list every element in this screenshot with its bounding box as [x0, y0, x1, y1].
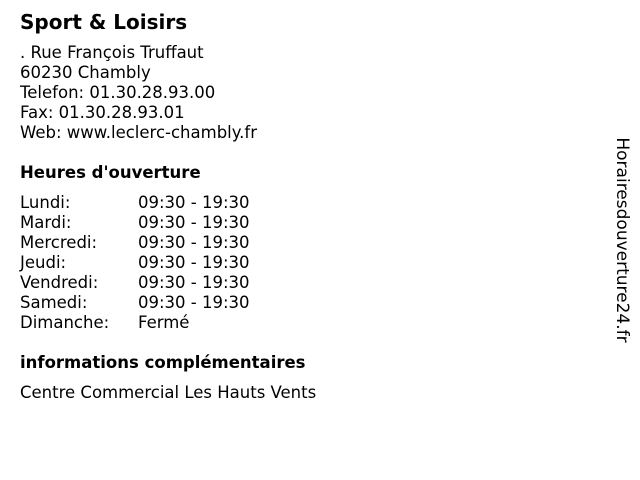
opening-hours-table	[20, 193, 600, 333]
address-street: . Rue François Truffaut	[20, 43, 204, 62]
store-name: Sport & Loisirs	[20, 10, 188, 34]
hours-row-lundi	[20, 193, 600, 213]
hours-day: Mercredi:	[20, 233, 98, 252]
hours-row-mardi	[20, 213, 600, 233]
hours-row-jeudi	[20, 253, 600, 273]
info-heading: informations complémentaires	[20, 353, 306, 372]
hours-time: 09:30 - 19:30	[138, 293, 250, 312]
hours-time: 09:30 - 19:30	[138, 273, 250, 292]
info-text: Centre Commercial Les Hauts Vents	[20, 383, 317, 402]
hours-time: 09:30 - 19:30	[138, 213, 250, 232]
hours-row-mercredi	[20, 233, 600, 253]
hours-day: Vendredi:	[20, 273, 99, 292]
website: Web: www.leclerc-chambly.fr	[20, 123, 258, 142]
hours-row-dimanche	[20, 313, 600, 333]
site-watermark: Horairesdouverture24.fr	[612, 137, 632, 343]
hours-row-samedi	[20, 293, 600, 313]
hours-day: Mardi:	[20, 213, 72, 232]
hours-time: 09:30 - 19:30	[138, 233, 250, 252]
fax-number: Fax: 01.30.28.93.01	[20, 103, 185, 122]
hours-row-vendredi	[20, 273, 600, 293]
hours-time: Fermé	[138, 313, 190, 332]
phone-number: Telefon: 01.30.28.93.00	[20, 83, 216, 102]
hours-day: Dimanche:	[20, 313, 110, 332]
hours-day: Jeudi:	[20, 253, 67, 272]
hours-heading: Heures d'ouverture	[20, 163, 201, 182]
hours-time: 09:30 - 19:30	[138, 253, 250, 272]
hours-day: Samedi:	[20, 293, 88, 312]
store-card	[20, 10, 600, 403]
hours-day: Lundi:	[20, 193, 71, 212]
store-address-block	[20, 43, 600, 143]
hours-time: 09:30 - 19:30	[138, 193, 250, 212]
address-city: 60230 Chambly	[20, 63, 151, 82]
